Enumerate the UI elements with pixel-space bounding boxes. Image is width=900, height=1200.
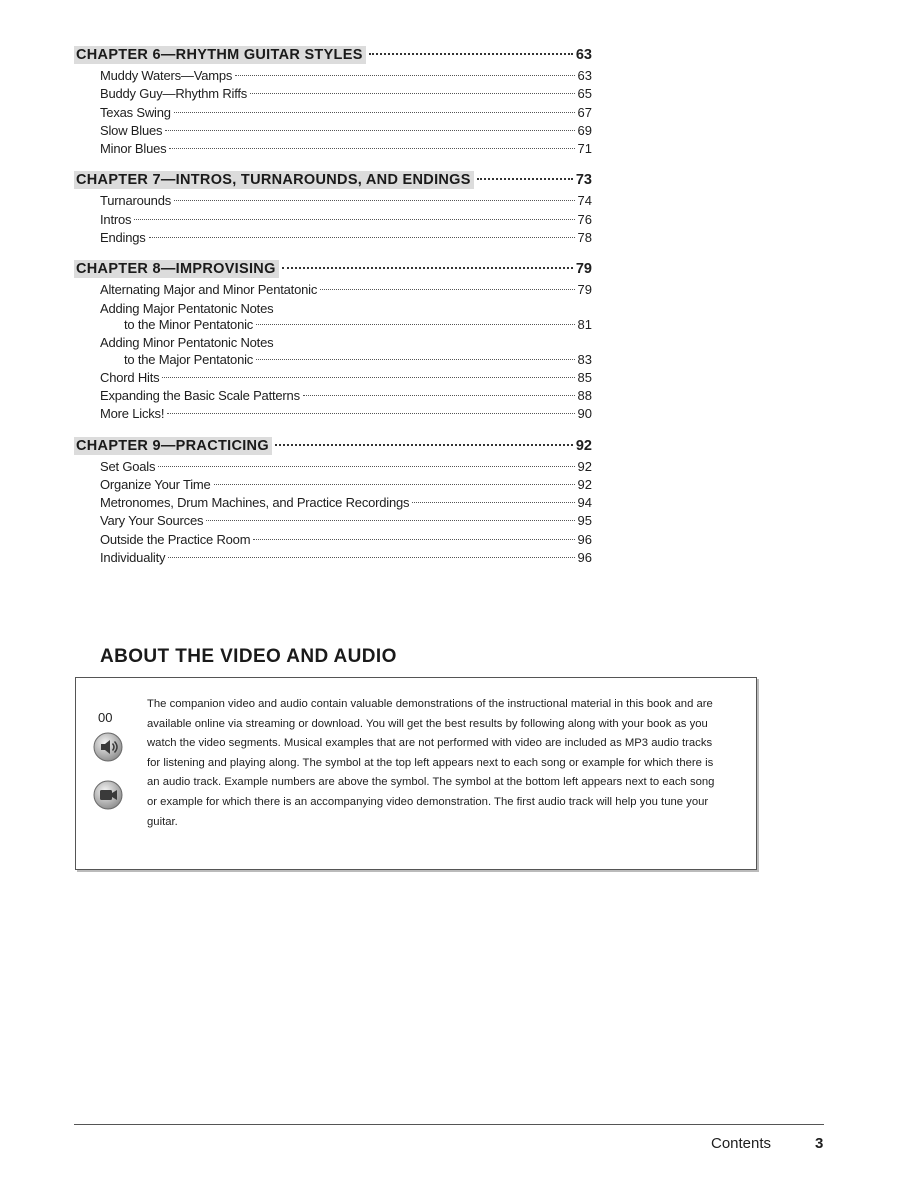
entry-page-number: 92	[577, 458, 592, 474]
chapter-page-number: 73	[575, 172, 592, 189]
chapter-page-number: 92	[575, 437, 592, 454]
toc-entry[interactable]	[74, 406, 592, 424]
entry-page-number: 69	[577, 122, 592, 138]
toc-entry[interactable]	[74, 388, 592, 406]
entry-title: Metronomes, Drum Machines, and Practice Recordings	[100, 495, 410, 511]
toc-entry[interactable]	[74, 230, 592, 248]
entry-title: Minor Blues	[100, 141, 167, 157]
dot-leader	[158, 466, 574, 467]
dot-leader	[477, 178, 573, 180]
toc-entry[interactable]	[74, 141, 592, 159]
dot-leader	[303, 395, 575, 396]
toc-entry[interactable]	[74, 550, 592, 568]
entry-title: Adding Major Pentatonic Notes	[100, 300, 274, 316]
dot-leader	[167, 413, 574, 414]
entry-title: Organize Your Time	[100, 476, 211, 492]
entry-page-number: 92	[577, 476, 592, 492]
entry-page-number: 88	[577, 387, 592, 403]
dot-leader	[174, 200, 575, 201]
entry-title: Chord Hits	[100, 369, 160, 385]
entry-page-number: 85	[577, 369, 592, 385]
toc-entry[interactable]	[74, 477, 592, 495]
toc-chapter	[74, 171, 592, 248]
dot-leader	[149, 237, 575, 238]
entry-title: Individuality	[100, 550, 166, 566]
toc-entry[interactable]	[74, 123, 592, 141]
entry-title-continuation	[100, 352, 592, 370]
entry-page-number: 95	[577, 513, 592, 529]
dot-leader	[320, 289, 574, 290]
entry-title: More Licks!	[100, 406, 165, 422]
entry-title: Texas Swing	[100, 104, 171, 120]
entry-page-number: 74	[577, 193, 592, 209]
dot-leader	[134, 219, 574, 220]
entry-title: Outside the Practice Room	[100, 531, 251, 547]
dot-leader	[369, 53, 573, 55]
entry-title-continuation	[100, 317, 592, 335]
dot-leader	[253, 539, 574, 540]
footer-section-label: Contents	[711, 1135, 772, 1152]
chapter-title: CHAPTER 8—IMPROVISING	[74, 260, 279, 278]
entry-page-number: 90	[577, 406, 592, 422]
dot-leader	[162, 377, 574, 378]
entry-title: Turnarounds	[100, 193, 172, 209]
chapter-page-number: 63	[575, 47, 592, 63]
entry-title: Alternating Major and Minor Pentatonic	[100, 282, 318, 298]
entry-title-line2: to the Major Pentatonic	[124, 351, 254, 367]
table-of-contents	[74, 46, 592, 580]
dot-leader	[168, 557, 574, 558]
entry-page-number: 78	[577, 230, 592, 246]
entry-page-number: 79	[577, 282, 592, 298]
dot-leader	[174, 112, 575, 113]
dot-leader	[412, 502, 574, 503]
about-box	[75, 677, 757, 870]
entry-page-number: 81	[577, 317, 592, 333]
dot-leader	[256, 359, 574, 360]
toc-entry[interactable]	[74, 513, 592, 531]
toc-entry[interactable]	[74, 282, 592, 300]
dot-leader	[235, 75, 574, 76]
speaker-icon	[93, 732, 123, 762]
toc-entry[interactable]	[74, 459, 592, 477]
entry-page-number: 94	[577, 495, 592, 511]
chapter-title: CHAPTER 9—PRACTICING	[74, 437, 272, 455]
toc-entry[interactable]	[74, 105, 592, 123]
toc-entry[interactable]	[74, 212, 592, 230]
about-heading: ABOUT THE VIDEO AND AUDIO	[100, 646, 397, 667]
footer-page-number: 3	[815, 1135, 824, 1152]
toc-entry[interactable]	[74, 86, 592, 104]
entry-title: Muddy Waters—Vamps	[100, 68, 233, 83]
toc-chapter-heading[interactable]	[74, 46, 592, 68]
entry-page-number: 71	[577, 141, 592, 157]
about-description: The companion video and audio contain valuable demonstrations of the instructional material in this book and are available online via streaming or download. You will get the best results by following along with your book as you watch the video segments. Musical examples that are not performed with video are included as MP3 audio tracks for listening and playing along. The symbol at the top left appears next to each song or example for which there is an audio track. Example numbers are above the symbol. The symbol at the bottom left appears next to each song or example for which there is an accompanying video demonstration. The first audio track will help you tune your guitar.	[147, 698, 715, 828]
toc-chapter	[74, 437, 592, 569]
entry-title: Set Goals	[100, 458, 156, 474]
video-camera-icon	[93, 780, 123, 810]
toc-chapter-heading[interactable]	[74, 171, 592, 193]
entry-title: Intros	[100, 211, 132, 227]
dot-leader	[275, 444, 573, 446]
toc-entry[interactable]	[74, 301, 592, 336]
toc-entry[interactable]	[74, 193, 592, 211]
entry-page-number: 65	[577, 86, 592, 102]
toc-entry[interactable]	[74, 495, 592, 513]
toc-chapter-heading[interactable]	[74, 437, 592, 459]
chapter-page-number: 79	[575, 261, 592, 278]
footer-rule	[74, 1124, 824, 1125]
dot-leader	[282, 267, 573, 269]
entry-title: Expanding the Basic Scale Patterns	[100, 387, 300, 403]
toc-chapter	[74, 46, 592, 159]
entry-title: Adding Minor Pentatonic Notes	[100, 335, 274, 351]
dot-leader	[169, 148, 574, 149]
entry-title: Slow Blues	[100, 122, 163, 138]
entry-page-number: 83	[577, 351, 592, 367]
dot-leader	[165, 130, 574, 131]
entry-page-number: 67	[577, 104, 592, 120]
toc-chapter-heading[interactable]	[74, 260, 592, 282]
entry-page-number: 76	[577, 211, 592, 227]
toc-chapter	[74, 260, 592, 424]
entry-title: Vary Your Sources	[100, 513, 204, 529]
entry-title: Buddy Guy—Rhythm Riffs	[100, 86, 248, 102]
toc-entry[interactable]	[74, 532, 592, 550]
entry-title-line2: to the Minor Pentatonic	[124, 317, 254, 333]
dot-leader	[214, 484, 575, 485]
entry-page-number: 63	[577, 68, 592, 83]
track-number: 00	[98, 710, 113, 725]
chapter-title: CHAPTER 7—INTROS, TURNAROUNDS, AND ENDINGS	[74, 171, 474, 189]
entry-title: Endings	[100, 230, 146, 246]
dot-leader	[250, 93, 574, 94]
dot-leader	[256, 324, 574, 325]
chapter-title: CHAPTER 6—RHYTHM GUITAR STYLES	[74, 46, 366, 64]
toc-entry[interactable]	[74, 68, 592, 86]
toc-entry[interactable]	[74, 370, 592, 388]
entry-page-number: 96	[577, 531, 592, 547]
toc-entry[interactable]	[74, 335, 592, 370]
entry-page-number: 96	[577, 550, 592, 566]
dot-leader	[206, 520, 574, 521]
